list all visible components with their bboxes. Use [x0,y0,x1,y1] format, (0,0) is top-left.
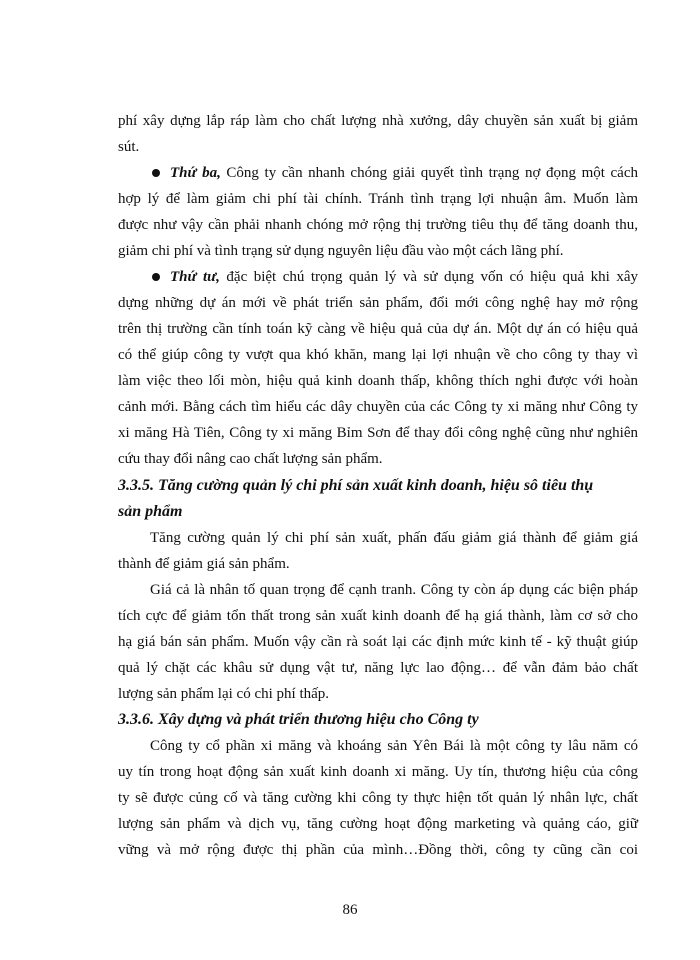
text-line: cảnh mới. Bằng cách tìm hiểu các dây chuyền của các Công ty xi măng như Công ty [118,399,638,415]
text-line: phí xây dựng lắp ráp làm cho chất lượng nhà xưởng, dây chuyền sản xuất bị giảm [118,113,638,129]
text-line: tích cực để giảm tổn thất trong sản xuất kinh doanh để hạ giá thành, làm cơ sở cho [118,608,638,624]
text-line: ty sẽ được củng cố và tăng cường khi công ty thực hiện tốt quản lý nhân lực, chất [118,790,638,806]
text-line: uy tín trong hoạt động sản xuất kinh doanh xi măng. Uy tín, thương hiệu của công [118,764,638,780]
bullet-label: Thứ ba, [170,165,221,181]
bullet-icon [152,169,160,177]
text-line: giảm chi phí và tình trạng sử dụng nguyên liệu đầu vào một cách lãng phí. [118,243,564,259]
section-heading-3-3-5: 3.3.5. Tăng cường quản lý chi phí sản xuất kinh doanh, hiệu sô tiêu thụ [118,477,594,494]
bullet-paragraph-thu-ba [118,160,638,186]
bullet-icon [152,273,160,281]
text-line: vững và mở rộng được thị phần của mình…Đồng thời, công ty cũng cần coi [118,842,638,858]
text-line: hợp lý để làm giảm chi phí tài chính. Tránh tình trạng lợi nhuận âm. Muốn làm [118,191,638,207]
bullet-label: Thứ tư, [170,269,220,285]
text-line: sút. [118,139,140,155]
section-heading-3-3-5-cont: sản phẩm [118,503,183,520]
bullet-paragraph-thu-tu [118,264,638,290]
text-line: xi măng Hà Tiên, Công ty xi măng Bỉm Sơn để thay đổi công nghệ cũng như nghiên [118,425,638,441]
text-span: Công ty cần nhanh chóng giải quyết tình trạng nợ đọng một cách [220,165,638,181]
text-line: lượng sản phẩm lại có chi phí thấp. [118,686,330,702]
text-line: Công ty cổ phần xi măng và khoáng sản Yên Bái là một công ty lâu năm có [150,738,638,754]
text-line: được như vậy cần phải nhanh chóng mở rộng thị trường tiêu thụ để tăng doanh thu, [118,217,638,233]
text-line: thành để giảm giá sản phẩm. [118,556,290,572]
section-heading-3-3-6: 3.3.6. Xây dựng và phát triển thương hiệu cho Công ty [118,711,479,728]
text-span: đặc biệt chú trọng quản lý và sử dụng vốn có hiệu quả khi xây [219,269,638,285]
page-number: 86 [342,902,358,918]
text-line: cứu thay đổi nâng cao chất lượng sản phẩm. [118,451,383,467]
text-line: dựng những dự án mới về phát triển sản phẩm, đổi mới công nghệ hay mở rộng [118,295,638,311]
text-line: làm việc theo lối mòn, hiệu quả kinh doanh thấp, không thích nghi được với hoàn [118,373,638,389]
text-line: Tăng cường quản lý chi phí sản xuất, phấn đấu giảm giá thành để giảm giá [150,530,638,546]
text-line: lượng sản phẩm và dịch vụ, tăng cường hoạt động marketing và quảng cáo, giữ [118,816,638,832]
text-line: Giá cả là nhân tố quan trọng để cạnh tranh. Công ty còn áp dụng các biện pháp [150,582,638,598]
text-line: có thể giúp công ty vượt qua khó khăn, mang lại lợi nhuận về cho công ty thay vì [118,347,638,363]
text-line: quả lý chặt các khâu sử dụng vật tư, năng lực lao động… để vẫn đảm bảo chất [118,660,638,676]
text-line: trên thị trường cần tính toán kỹ càng về hiệu quả của dự án. Một dự án có hiệu quả [118,321,638,337]
text-line: hạ giá bán sản phẩm. Muốn vậy cần rà soát lại các định mức kinh tế - kỹ thuật giúp [118,634,638,650]
